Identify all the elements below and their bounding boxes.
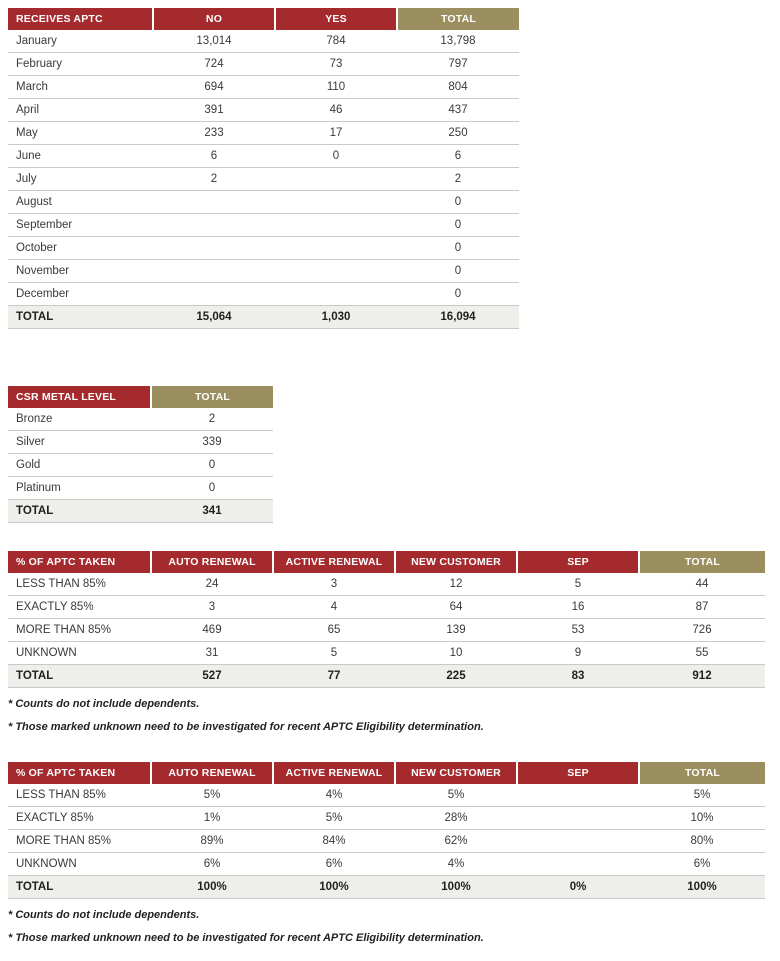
cell-active-renewal: 4 [273, 596, 395, 619]
cell-total: 2 [151, 408, 273, 431]
cell-auto-renewal: 5% [151, 784, 273, 807]
cell-total: 0 [397, 237, 519, 260]
column-header-auto-renewal: AUTO RENEWAL [151, 762, 273, 784]
table-row [8, 573, 765, 596]
row-label: Silver [8, 431, 151, 454]
cell-total-active-renewal: 100% [273, 876, 395, 899]
row-label: LESS THAN 85% [8, 784, 151, 807]
cell-sep [517, 807, 639, 830]
cell-total-sep: 83 [517, 665, 639, 688]
row-label: July [8, 168, 153, 191]
table-row [8, 784, 765, 807]
cell-total-sep: 0% [517, 876, 639, 899]
cell-total-new-customer: 225 [395, 665, 517, 688]
table-row [8, 237, 519, 260]
table-total-row [8, 665, 765, 688]
cell-total: 0 [151, 454, 273, 477]
row-label: EXACTLY 85% [8, 596, 151, 619]
cell-total: 0 [397, 191, 519, 214]
cell-new-customer: 10 [395, 642, 517, 665]
row-label: April [8, 99, 153, 122]
cell-no: 13,014 [153, 30, 275, 53]
row-label: MORE THAN 85% [8, 619, 151, 642]
table-total-row [8, 500, 273, 523]
table-header-row [8, 551, 765, 573]
cell-new-customer: 4% [395, 853, 517, 876]
cell-no: 694 [153, 76, 275, 99]
cell-total: 10% [639, 807, 765, 830]
cell-total: 797 [397, 53, 519, 76]
row-label: November [8, 260, 153, 283]
pct-aptc-taken-percent-block [8, 762, 765, 944]
row-label: Platinum [8, 477, 151, 500]
cell-yes [275, 237, 397, 260]
cell-yes: 73 [275, 53, 397, 76]
cell-auto-renewal: 89% [151, 830, 273, 853]
cell-no: 233 [153, 122, 275, 145]
cell-yes [275, 168, 397, 191]
cell-total: 44 [639, 573, 765, 596]
cell-no [153, 283, 275, 306]
cell-active-renewal: 5% [273, 807, 395, 830]
column-header-total: TOTAL [397, 8, 519, 30]
table-header-row [8, 386, 273, 408]
csr-metal-level-table [8, 386, 273, 523]
table-row [8, 214, 519, 237]
table-row [8, 408, 273, 431]
cell-no [153, 237, 275, 260]
row-label: UNKNOWN [8, 642, 151, 665]
table-row [8, 431, 273, 454]
cell-auto-renewal: 469 [151, 619, 273, 642]
cell-sep [517, 784, 639, 807]
cell-no: 724 [153, 53, 275, 76]
table-row [8, 283, 519, 306]
cell-sep: 5 [517, 573, 639, 596]
pct-aptc-taken-percent-table [8, 762, 765, 899]
footnote-counts-dependents: * Counts do not include dependents. [8, 698, 200, 710]
table-header-row [8, 762, 765, 784]
cell-sep: 9 [517, 642, 639, 665]
table-row [8, 830, 765, 853]
row-label-total: TOTAL [8, 500, 151, 523]
cell-total-active-renewal: 77 [273, 665, 395, 688]
cell-auto-renewal: 31 [151, 642, 273, 665]
cell-no: 6 [153, 145, 275, 168]
row-label: Gold [8, 454, 151, 477]
csr-metal-level-table-block [8, 386, 273, 523]
table-row [8, 168, 519, 191]
table-row [8, 477, 273, 500]
column-header-pct-aptc-taken: % OF APTC TAKEN [8, 762, 151, 784]
column-header-csr-metal-level: CSR METAL LEVEL [8, 386, 151, 408]
cell-total: 250 [397, 122, 519, 145]
cell-active-renewal: 5 [273, 642, 395, 665]
cell-no [153, 191, 275, 214]
cell-yes: 784 [275, 30, 397, 53]
row-label: March [8, 76, 153, 99]
row-label-total: TOTAL [8, 876, 151, 899]
cell-active-renewal: 65 [273, 619, 395, 642]
cell-sep: 16 [517, 596, 639, 619]
row-label: June [8, 145, 153, 168]
row-label: September [8, 214, 153, 237]
row-label: EXACTLY 85% [8, 807, 151, 830]
column-header-yes: YES [275, 8, 397, 30]
column-header-sep: SEP [517, 762, 639, 784]
column-header-active-renewal: ACTIVE RENEWAL [273, 762, 395, 784]
cell-active-renewal: 4% [273, 784, 395, 807]
cell-yes: 110 [275, 76, 397, 99]
row-label: February [8, 53, 153, 76]
cell-total-total: 100% [639, 876, 765, 899]
cell-sep [517, 830, 639, 853]
cell-sep [517, 853, 639, 876]
table-row [8, 76, 519, 99]
cell-new-customer: 139 [395, 619, 517, 642]
cell-total: 0 [397, 283, 519, 306]
row-label-total: TOTAL [8, 306, 153, 329]
table-row [8, 145, 519, 168]
table-row [8, 642, 765, 665]
table-row [8, 853, 765, 876]
cell-new-customer: 64 [395, 596, 517, 619]
cell-total-no: 15,064 [153, 306, 275, 329]
cell-auto-renewal: 6% [151, 853, 273, 876]
cell-total: 6 [397, 145, 519, 168]
row-label: Bronze [8, 408, 151, 431]
cell-new-customer: 5% [395, 784, 517, 807]
cell-yes [275, 214, 397, 237]
cell-total-total: 912 [639, 665, 765, 688]
table-total-row [8, 306, 519, 329]
cell-new-customer: 28% [395, 807, 517, 830]
cell-total: 437 [397, 99, 519, 122]
row-label: October [8, 237, 153, 260]
table-row [8, 596, 765, 619]
row-label: August [8, 191, 153, 214]
table-row [8, 53, 519, 76]
row-label-total: TOTAL [8, 665, 151, 688]
cell-total: 804 [397, 76, 519, 99]
cell-total-yes: 1,030 [275, 306, 397, 329]
row-label: May [8, 122, 153, 145]
footnote-counts-dependents: * Counts do not include dependents. [8, 909, 200, 921]
cell-auto-renewal: 24 [151, 573, 273, 596]
row-label: UNKNOWN [8, 853, 151, 876]
cell-new-customer: 12 [395, 573, 517, 596]
column-header-new-customer: NEW CUSTOMER [395, 762, 517, 784]
column-header-receives-aptc: RECEIVES APTC [8, 8, 153, 30]
table-total-row [8, 876, 765, 899]
table-row [8, 191, 519, 214]
pct-aptc-taken-counts-table [8, 551, 765, 688]
cell-total: 87 [639, 596, 765, 619]
cell-total-total: 341 [151, 500, 273, 523]
cell-total: 5% [639, 784, 765, 807]
cell-total: 0 [151, 477, 273, 500]
cell-total: 2 [397, 168, 519, 191]
cell-no: 2 [153, 168, 275, 191]
cell-total-new-customer: 100% [395, 876, 517, 899]
table-row [8, 122, 519, 145]
cell-active-renewal: 6% [273, 853, 395, 876]
cell-total: 13,798 [397, 30, 519, 53]
table-row [8, 30, 519, 53]
cell-yes [275, 191, 397, 214]
column-header-auto-renewal: AUTO RENEWAL [151, 551, 273, 573]
cell-no [153, 260, 275, 283]
cell-yes: 17 [275, 122, 397, 145]
cell-sep: 53 [517, 619, 639, 642]
cell-auto-renewal: 3 [151, 596, 273, 619]
cell-yes [275, 283, 397, 306]
footnote-unknown-investigate: * Those marked unknown need to be investigated for recent APTC Eligibility determination. [8, 932, 484, 944]
receives-aptc-table [8, 8, 519, 329]
cell-total: 0 [397, 260, 519, 283]
receives-aptc-table-block [8, 8, 519, 329]
footnote-unknown-investigate: * Those marked unknown need to be investigated for recent APTC Eligibility determination. [8, 721, 484, 733]
cell-total: 55 [639, 642, 765, 665]
row-label: December [8, 283, 153, 306]
cell-yes: 0 [275, 145, 397, 168]
cell-auto-renewal: 1% [151, 807, 273, 830]
cell-total-total: 16,094 [397, 306, 519, 329]
cell-no: 391 [153, 99, 275, 122]
cell-no [153, 214, 275, 237]
column-header-sep: SEP [517, 551, 639, 573]
cell-active-renewal: 3 [273, 573, 395, 596]
table-row [8, 454, 273, 477]
cell-total: 0 [397, 214, 519, 237]
cell-total-auto-renewal: 527 [151, 665, 273, 688]
row-label: LESS THAN 85% [8, 573, 151, 596]
cell-total-auto-renewal: 100% [151, 876, 273, 899]
table-header-row [8, 8, 519, 30]
column-header-total: TOTAL [639, 551, 765, 573]
column-header-pct-aptc-taken: % OF APTC TAKEN [8, 551, 151, 573]
pct-aptc-taken-counts-block [8, 551, 765, 733]
cell-yes: 46 [275, 99, 397, 122]
column-header-new-customer: NEW CUSTOMER [395, 551, 517, 573]
table-row [8, 260, 519, 283]
cell-total: 80% [639, 830, 765, 853]
table-row [8, 619, 765, 642]
row-label: January [8, 30, 153, 53]
cell-active-renewal: 84% [273, 830, 395, 853]
column-header-active-renewal: ACTIVE RENEWAL [273, 551, 395, 573]
row-label: MORE THAN 85% [8, 830, 151, 853]
cell-total: 6% [639, 853, 765, 876]
cell-total: 726 [639, 619, 765, 642]
cell-new-customer: 62% [395, 830, 517, 853]
column-header-total: TOTAL [639, 762, 765, 784]
column-header-no: NO [153, 8, 275, 30]
cell-total: 339 [151, 431, 273, 454]
cell-yes [275, 260, 397, 283]
table-row [8, 807, 765, 830]
table-row [8, 99, 519, 122]
column-header-total: TOTAL [151, 386, 273, 408]
